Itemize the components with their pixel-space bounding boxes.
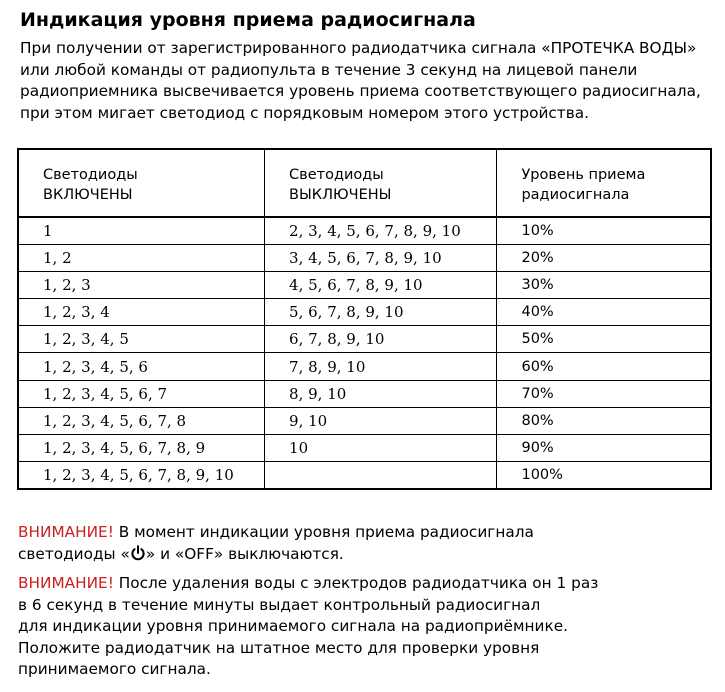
leds-on-cell: 1, 2, 3, 4, 5, 6 xyxy=(18,353,265,380)
intro-line: При получении от зарегистрированного радиодатчика сигнала «ПРОТЕЧКА ВОДЫ» xyxy=(20,39,697,57)
intro-line: или любой команды от радиопульта в течение 3 секунд на лицевой панели xyxy=(20,60,638,79)
leds-off-cell: 10 xyxy=(265,435,497,462)
level-cell: 10% xyxy=(497,217,711,244)
warning-text: » и «OFF» выключаются. xyxy=(145,544,344,563)
leds-off-cell: 5, 6, 7, 8, 9, 10 xyxy=(265,299,497,326)
table-row xyxy=(18,380,711,407)
level-cell: 50% xyxy=(497,326,711,353)
table-row xyxy=(18,353,711,380)
leds-off-cell: 7, 8, 9, 10 xyxy=(265,353,497,380)
leds-on-cell: 1, 2, 3, 4, 5, 6, 7, 8, 9, 10 xyxy=(18,462,265,489)
level-cell: 70% xyxy=(497,380,711,407)
warning-text: В момент индикации уровня приема радиосигнала xyxy=(113,523,534,541)
leds-off-cell: 6, 7, 8, 9, 10 xyxy=(265,326,497,353)
leds-on-cell: 1, 2, 3, 4, 5 xyxy=(18,326,265,353)
header-signal-level: Уровень приема радиосигнала xyxy=(497,149,711,217)
warning-text: в 6 секунд в течение минуты выдает контрольный радиосигнал xyxy=(18,595,541,614)
header-leds-off: Светодиоды ВЫКЛЮЧЕНЫ xyxy=(265,149,497,217)
table-row xyxy=(18,244,711,271)
level-cell: 90% xyxy=(497,435,711,462)
warning-label: ВНИМАНИЕ! xyxy=(18,523,114,541)
table-row xyxy=(18,299,711,326)
leds-on-cell: 1 xyxy=(18,217,265,244)
leds-off-cell xyxy=(265,462,497,489)
leds-on-cell: 1, 2, 3, 4 xyxy=(18,299,265,326)
leds-on-cell: 1, 2, 3, 4, 5, 6, 7, 8, 9 xyxy=(18,435,265,462)
table-header-row xyxy=(18,149,711,217)
level-cell: 100% xyxy=(497,462,711,489)
level-cell: 20% xyxy=(497,244,711,271)
signal-level-table xyxy=(17,148,712,490)
leds-on-cell: 1, 2, 3, 4, 5, 6, 7, 8 xyxy=(18,407,265,434)
leds-off-cell: 2, 3, 4, 5, 6, 7, 8, 9, 10 xyxy=(265,217,497,244)
level-cell: 60% xyxy=(497,353,711,380)
level-cell: 80% xyxy=(497,407,711,434)
table-row xyxy=(18,462,711,489)
warning-text: После удаления воды с электродов радиодатчика он 1 раз xyxy=(113,574,599,592)
leds-on-cell: 1, 2, 3, 4, 5, 6, 7 xyxy=(18,380,265,407)
leds-on-cell: 1, 2 xyxy=(18,244,265,271)
warning-text: для индикации уровня принимаемого сигнала на радиоприёмнике. xyxy=(18,617,568,635)
intro-line: при этом мигает светодиод с порядковым номером этого устройства. xyxy=(20,103,589,122)
warning-text: светодиоды « xyxy=(18,544,130,563)
level-cell: 40% xyxy=(497,299,711,326)
intro-line: радиоприемника высвечивается уровень приема соответствующего радиосигнала, xyxy=(20,82,701,100)
leds-off-cell: 3, 4, 5, 6, 7, 8, 9, 10 xyxy=(265,244,497,271)
intro-paragraph xyxy=(20,38,720,124)
warning-indication xyxy=(18,522,534,565)
header-leds-on: Светодиоды ВКЛЮЧЕНЫ xyxy=(18,149,265,217)
warning-label: ВНИМАНИЕ! xyxy=(18,574,114,592)
level-cell: 30% xyxy=(497,271,711,298)
power-icon xyxy=(130,545,146,561)
warning-text: Положите радиодатчик на штатное место для проверки уровня xyxy=(18,638,540,657)
leds-on-cell: 1, 2, 3 xyxy=(18,271,265,298)
leds-off-cell: 8, 9, 10 xyxy=(265,380,497,407)
table-row xyxy=(18,326,711,353)
warning-text: принимаемого сигнала. xyxy=(18,660,211,678)
table-row xyxy=(18,217,711,244)
table-row xyxy=(18,435,711,462)
table-row xyxy=(18,407,711,434)
table-row xyxy=(18,271,711,298)
leds-off-cell: 4, 5, 6, 7, 8, 9, 10 xyxy=(265,271,497,298)
warning-after-water xyxy=(18,573,598,681)
page-title: Индикация уровня приема радиосигнала xyxy=(20,9,476,31)
leds-off-cell: 9, 10 xyxy=(265,407,497,434)
